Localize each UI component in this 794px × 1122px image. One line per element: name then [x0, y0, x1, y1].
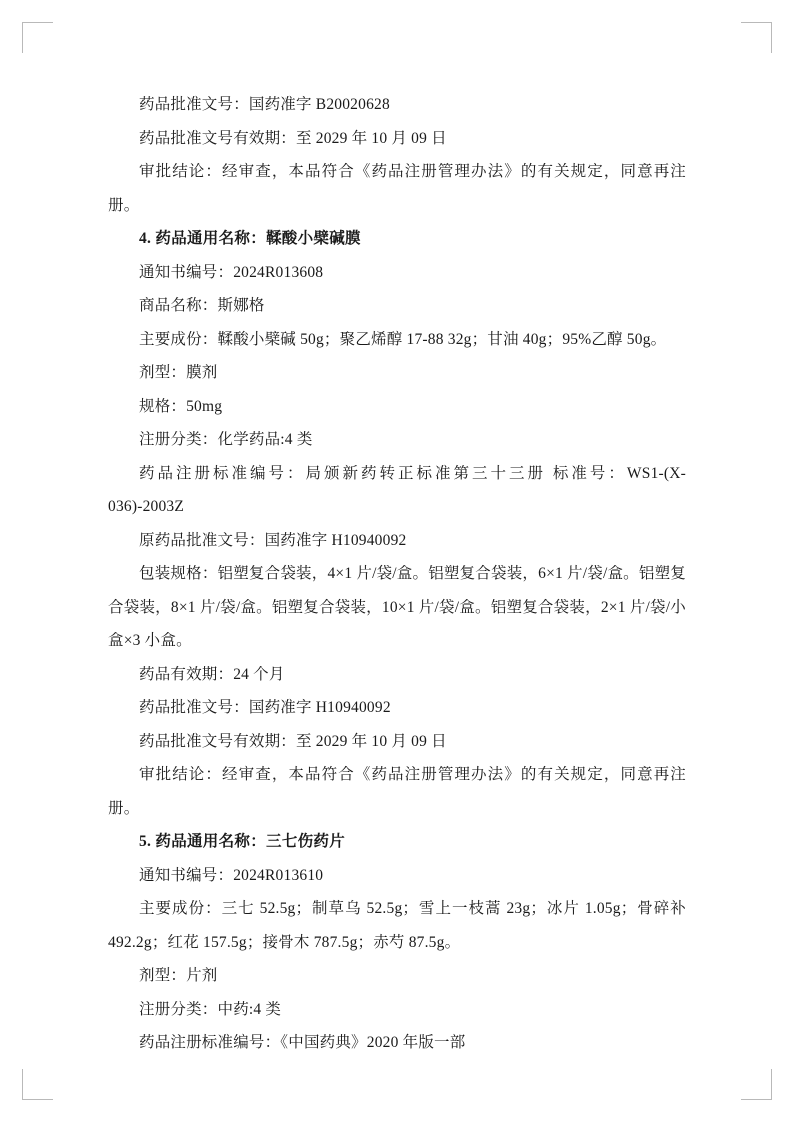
paragraph: 通知书编号：2024R013610 — [139, 866, 324, 884]
document-body — [108, 88, 686, 1060]
paragraph: 药品批准文号有效期：至 2029 年 10 月 09 日 — [139, 732, 447, 750]
paragraph: 药品批准文号有效期：至 2029 年 10 月 09 日 — [139, 129, 447, 147]
section-heading-4: 4. 药品通用名称：鞣酸小檗碱膜 — [139, 230, 361, 247]
paragraph: 包装规格：铝塑复合袋装，4×1 片/袋/盒。铝塑复合袋装，6×1 片/袋/盒。铝塑复合袋装，8×1 片/袋/盒。铝塑复合袋装，10×1 片/袋/盒。铝塑复合袋装，2×1 片/袋/小盒×3 小盒。 — [108, 565, 686, 649]
paragraph: 注册分类：化学药品:4 类 — [139, 431, 313, 448]
page-corner-mark-top-right — [741, 22, 772, 53]
paragraph: 商品名称：斯娜格 — [139, 297, 265, 314]
paragraph: 审批结论：经审查，本品符合《药品注册管理办法》的有关规定，同意再注册。 — [108, 163, 686, 214]
paragraph: 原药品批准文号：国药准字 H10940092 — [139, 531, 407, 549]
paragraph: 药品有效期：24 个月 — [139, 665, 285, 683]
paragraph: 主要成份：三七 52.5g；制草乌 52.5g；雪上一枝蒿 23g；冰片 1.05g；骨碎补 492.2g；红花 157.5g；接骨木 787.5g；赤芍 87.5g。 — [108, 900, 686, 951]
paragraph: 规格：50mg — [139, 397, 223, 415]
paragraph: 药品批准文号：国药准字 B20020628 — [139, 96, 390, 113]
paragraph: 药品注册标准编号：局颁新药转正标准第三十三册 标准号：WS1-(X-036)-2003Z — [108, 464, 686, 515]
paragraph: 剂型：膜剂 — [139, 364, 218, 381]
paragraph: 主要成份：鞣酸小檗碱 50g；聚乙烯醇 17-88 32g；甘油 40g；95%乙醇 50g。 — [139, 330, 667, 348]
page-corner-mark-bottom-right — [741, 1069, 772, 1100]
page-corner-mark-top-left — [22, 22, 53, 53]
paragraph: 药品注册标准编号：《中国药典》2020 年版一部 — [139, 1034, 466, 1051]
paragraph: 审批结论：经审查，本品符合《药品注册管理办法》的有关规定，同意再注册。 — [108, 766, 686, 817]
paragraph: 药品批准文号：国药准字 H10940092 — [139, 699, 391, 716]
page-corner-mark-bottom-left — [22, 1069, 53, 1100]
paragraph: 注册分类：中药:4 类 — [139, 1000, 282, 1018]
paragraph: 剂型：片剂 — [139, 967, 218, 984]
section-heading-5: 5. 药品通用名称：三七伤药片 — [139, 833, 346, 850]
paragraph: 通知书编号：2024R013608 — [139, 263, 324, 281]
